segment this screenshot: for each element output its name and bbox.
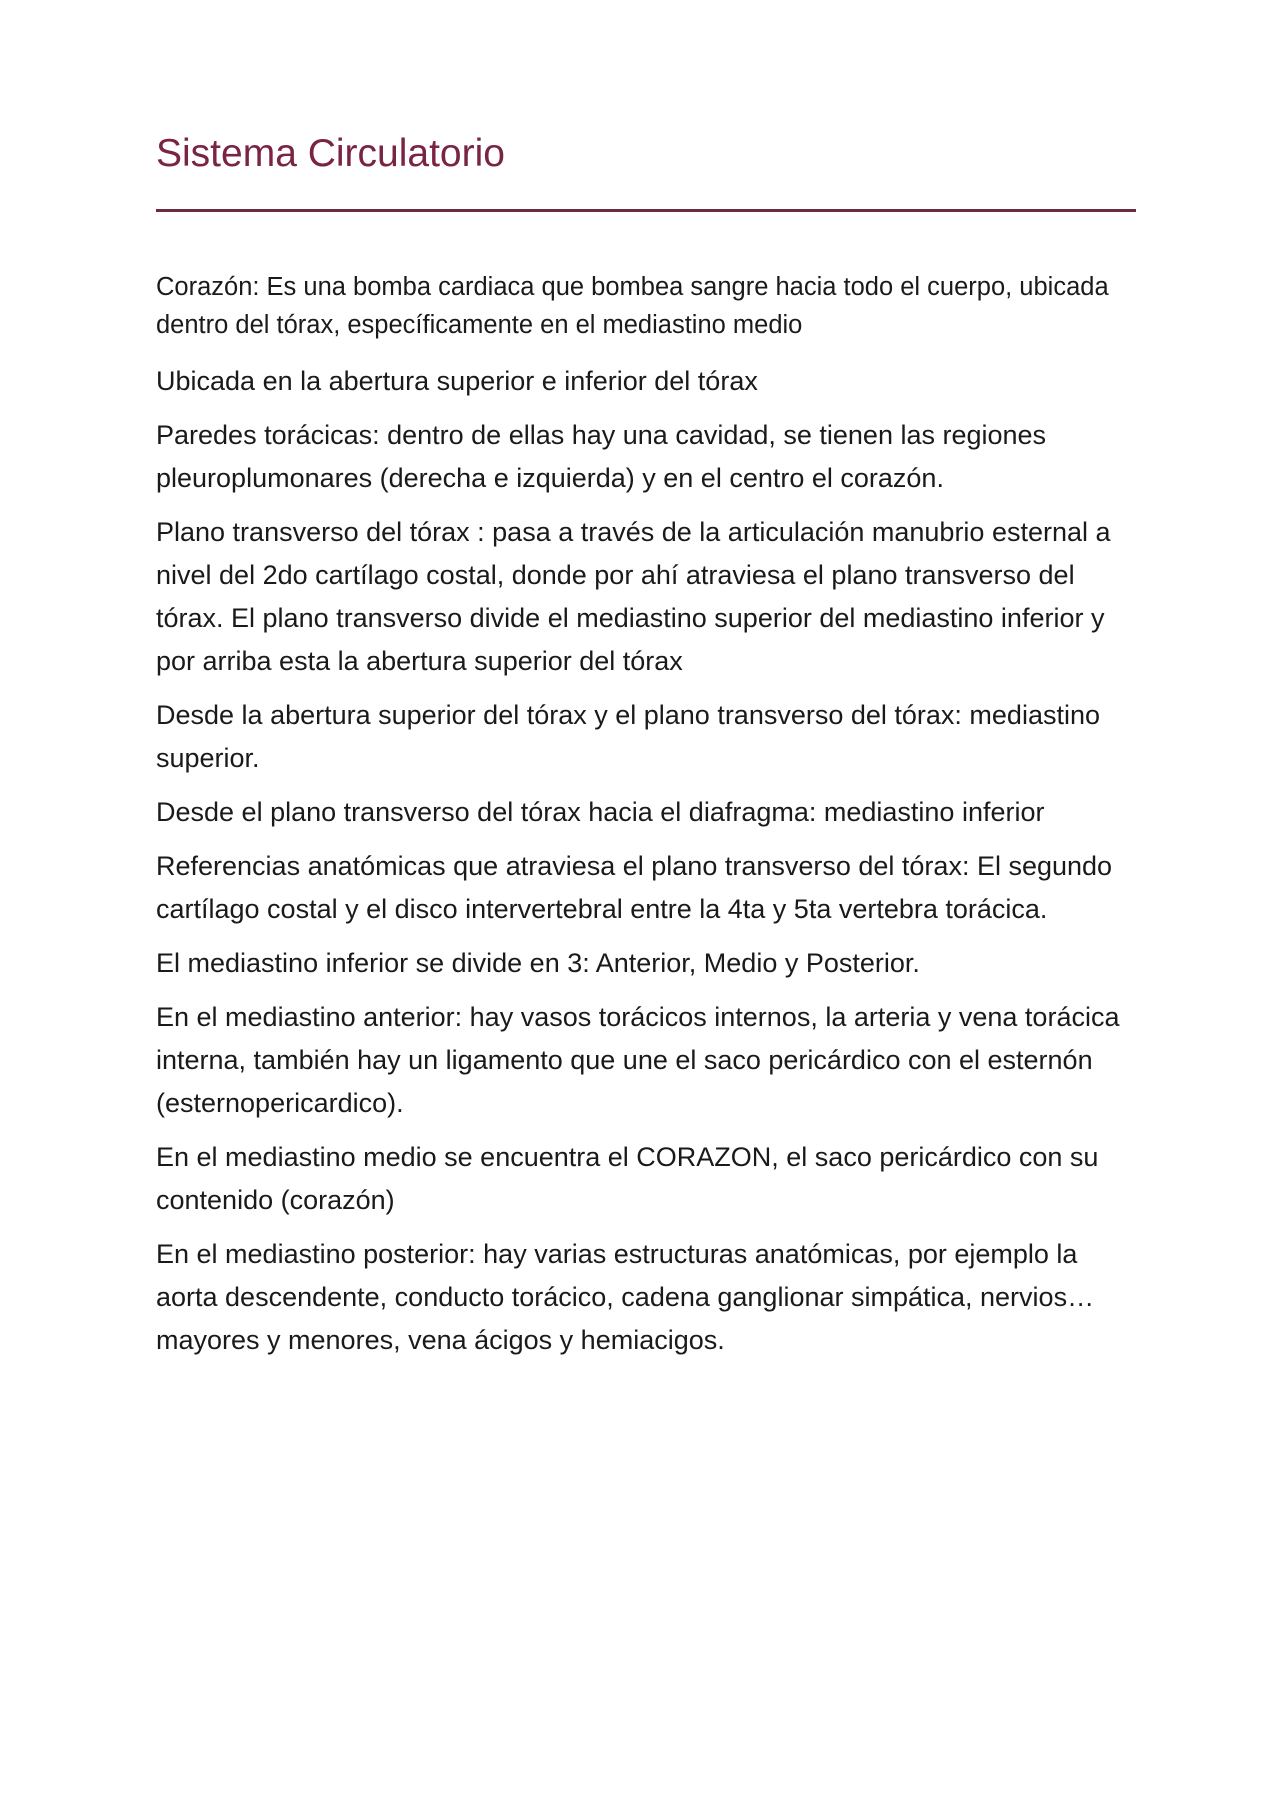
paragraph-corazon: Corazón: Es una bomba cardiaca que bombea sangre hacia todo el cuerpo, ubicada dentro del tórax, específicamente en el mediastino medio xyxy=(156,273,1109,339)
paragraph-mediastino-posterior: En el mediastino posterior: hay varias estructuras anatómicas, por ejemplo la aorta descendente, conducto torácico, cadena ganglionar simpática, nervios… mayores y menores, vena ácigos y hemiacigos. xyxy=(156,1239,1095,1355)
paragraph-referencias-anatomicas: Referencias anatómicas que atraviesa el plano transverso del tórax: El segundo cartílago costal y el disco intervertebral entre la 4ta y 5ta vertebra torácica. xyxy=(156,851,1113,924)
document-body xyxy=(156,268,1136,1373)
paragraph-mediastino-inferior: Desde el plano transverso del tórax hacia el diafragma: mediastino inferior xyxy=(156,797,1045,827)
paragraph-plano-transverso: Plano transverso del tórax : pasa a través de la articulación manubrio esternal a nivel del 2do cartílago costal, donde por ahí atraviesa el plano transverso del tórax. El plano transverso divide el mediastino superior del mediastino inferior y por arriba esta la abertura superior del tórax xyxy=(156,517,1111,676)
page-title: Sistema Circulatorio xyxy=(156,132,505,175)
paragraph-division-mediastino: El mediastino inferior se divide en 3: Anterior, Medio y Posterior. xyxy=(156,948,920,978)
paragraph-paredes-toracicas: Paredes torácicas: dentro de ellas hay una cavidad, se tienen las regiones pleuroplumonares (derecha e izquierda) y en el centro el corazón. xyxy=(156,420,1047,493)
paragraph-mediastino-anterior: En el mediastino anterior: hay vasos torácicos internos, la arteria y vena torácica interna, también hay un ligamento que une el saco pericárdico con el esternón (esternopericardico). xyxy=(156,1002,1120,1118)
title-divider xyxy=(156,209,1136,212)
paragraph-ubicacion: Ubicada en la abertura superior e inferior del tórax xyxy=(156,366,758,396)
paragraph-mediastino-medio: En el mediastino medio se encuentra el CORAZON, el saco pericárdico con su contenido (corazón) xyxy=(156,1142,1099,1215)
paragraph-mediastino-superior: Desde la abertura superior del tórax y el plano transverso del tórax: mediastino superior. xyxy=(156,700,1100,773)
